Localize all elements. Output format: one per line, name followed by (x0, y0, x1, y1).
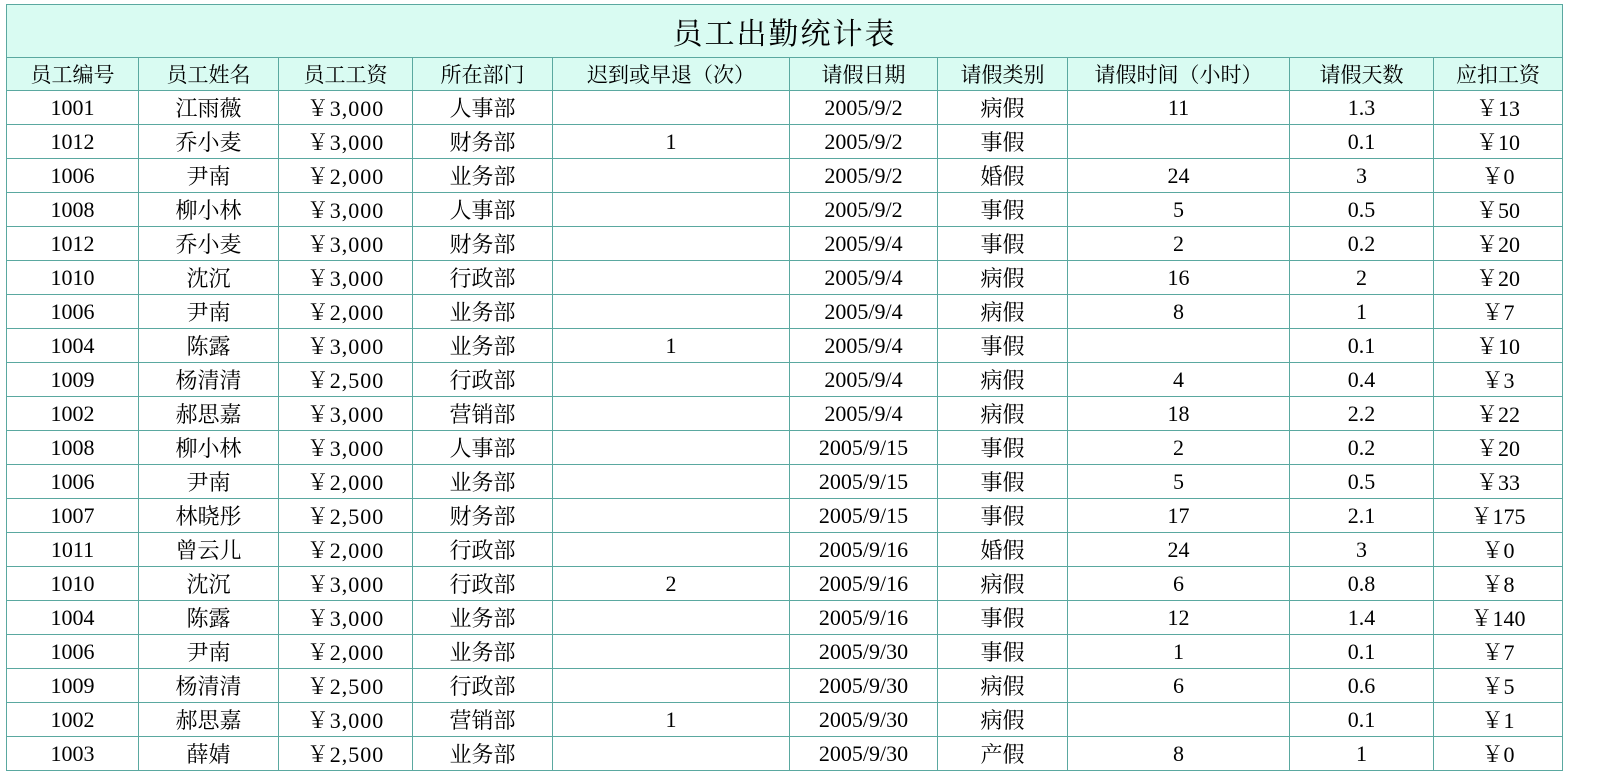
cell-leave-hours: 24 (1068, 159, 1290, 193)
cell-department: 行政部 (413, 363, 553, 397)
cell-employee-id: 1009 (7, 363, 139, 397)
cell-employee-id: 1001 (7, 91, 139, 125)
cell-department: 营销部 (413, 703, 553, 737)
cell-employee-id: 1012 (7, 125, 139, 159)
cell-leave-date: 2005/9/30 (790, 703, 938, 737)
attendance-table (6, 4, 1563, 771)
table-row (7, 363, 1563, 397)
table-row (7, 431, 1563, 465)
cell-late-or-early (553, 261, 790, 295)
cell-leave-date: 2005/9/15 (790, 431, 938, 465)
table-row (7, 295, 1563, 329)
cell-salary: ￥2,000 (279, 159, 413, 193)
cell-leave-type: 事假 (938, 499, 1068, 533)
cell-leave-hours: 18 (1068, 397, 1290, 431)
cell-leave-type: 病假 (938, 703, 1068, 737)
cell-salary: ￥2,000 (279, 465, 413, 499)
cell-leave-date: 2005/9/30 (790, 737, 938, 771)
cell-deduction: ￥0 (1434, 737, 1563, 771)
table-row (7, 703, 1563, 737)
cell-employee-name: 尹南 (139, 295, 279, 329)
cell-department: 财务部 (413, 227, 553, 261)
cell-deduction: ￥5 (1434, 669, 1563, 703)
cell-employee-id: 1006 (7, 465, 139, 499)
cell-leave-days: 2.1 (1290, 499, 1434, 533)
cell-department: 业务部 (413, 159, 553, 193)
cell-leave-type: 病假 (938, 261, 1068, 295)
cell-employee-name: 柳小林 (139, 193, 279, 227)
cell-salary: ￥3,000 (279, 227, 413, 261)
cell-leave-date: 2005/9/16 (790, 533, 938, 567)
column-header-leave-date: 请假日期 (790, 58, 938, 91)
cell-employee-name: 陈露 (139, 329, 279, 363)
cell-deduction: ￥0 (1434, 159, 1563, 193)
cell-leave-type: 事假 (938, 125, 1068, 159)
cell-employee-name: 尹南 (139, 465, 279, 499)
cell-leave-days: 0.5 (1290, 193, 1434, 227)
cell-leave-date: 2005/9/2 (790, 159, 938, 193)
cell-late-or-early (553, 533, 790, 567)
cell-leave-date: 2005/9/4 (790, 295, 938, 329)
cell-deduction: ￥175 (1434, 499, 1563, 533)
cell-leave-type: 事假 (938, 329, 1068, 363)
cell-late-or-early (553, 669, 790, 703)
cell-leave-type: 病假 (938, 397, 1068, 431)
cell-department: 行政部 (413, 261, 553, 295)
cell-leave-date: 2005/9/4 (790, 261, 938, 295)
cell-deduction: ￥50 (1434, 193, 1563, 227)
cell-leave-type: 病假 (938, 91, 1068, 125)
table-row (7, 465, 1563, 499)
column-header-leave-hours: 请假时间（小时） (1068, 58, 1290, 91)
cell-leave-date: 2005/9/30 (790, 635, 938, 669)
table-row (7, 635, 1563, 669)
cell-leave-hours: 17 (1068, 499, 1290, 533)
cell-department: 业务部 (413, 635, 553, 669)
cell-salary: ￥3,000 (279, 193, 413, 227)
cell-department: 行政部 (413, 567, 553, 601)
cell-leave-date: 2005/9/2 (790, 91, 938, 125)
cell-leave-days: 3 (1290, 533, 1434, 567)
cell-leave-type: 事假 (938, 601, 1068, 635)
cell-late-or-early (553, 601, 790, 635)
cell-employee-id: 1007 (7, 499, 139, 533)
cell-late-or-early (553, 737, 790, 771)
table-header-row (7, 58, 1563, 91)
cell-employee-name: 郝思嘉 (139, 703, 279, 737)
cell-leave-type: 事假 (938, 227, 1068, 261)
cell-department: 行政部 (413, 669, 553, 703)
table-row (7, 261, 1563, 295)
table-body (7, 5, 1563, 771)
cell-leave-date: 2005/9/2 (790, 125, 938, 159)
cell-leave-type: 病假 (938, 567, 1068, 601)
cell-employee-name: 杨清清 (139, 363, 279, 397)
cell-leave-days: 0.1 (1290, 329, 1434, 363)
cell-leave-type: 事假 (938, 635, 1068, 669)
cell-leave-date: 2005/9/30 (790, 669, 938, 703)
cell-leave-hours (1068, 703, 1290, 737)
cell-salary: ￥3,000 (279, 125, 413, 159)
cell-deduction: ￥22 (1434, 397, 1563, 431)
cell-employee-name: 薛婧 (139, 737, 279, 771)
cell-salary: ￥2,000 (279, 635, 413, 669)
cell-leave-days: 0.6 (1290, 669, 1434, 703)
cell-salary: ￥3,000 (279, 329, 413, 363)
cell-employee-name: 陈露 (139, 601, 279, 635)
cell-leave-type: 病假 (938, 363, 1068, 397)
cell-leave-type: 婚假 (938, 159, 1068, 193)
title-row (7, 5, 1563, 58)
cell-employee-id: 1006 (7, 295, 139, 329)
cell-leave-type: 事假 (938, 465, 1068, 499)
cell-deduction: ￥7 (1434, 635, 1563, 669)
cell-employee-id: 1011 (7, 533, 139, 567)
cell-salary: ￥2,500 (279, 737, 413, 771)
cell-salary: ￥3,000 (279, 703, 413, 737)
cell-deduction: ￥1 (1434, 703, 1563, 737)
table-row (7, 737, 1563, 771)
cell-employee-name: 郝思嘉 (139, 397, 279, 431)
cell-late-or-early (553, 193, 790, 227)
cell-leave-days: 0.2 (1290, 227, 1434, 261)
cell-deduction: ￥10 (1434, 125, 1563, 159)
cell-leave-days: 3 (1290, 159, 1434, 193)
column-header-employee-name: 员工姓名 (139, 58, 279, 91)
cell-employee-id: 1010 (7, 261, 139, 295)
column-header-salary: 员工工资 (279, 58, 413, 91)
cell-leave-days: 0.2 (1290, 431, 1434, 465)
cell-leave-date: 2005/9/4 (790, 363, 938, 397)
cell-department: 业务部 (413, 737, 553, 771)
cell-department: 业务部 (413, 329, 553, 363)
cell-leave-hours: 11 (1068, 91, 1290, 125)
cell-deduction: ￥20 (1434, 431, 1563, 465)
cell-department: 财务部 (413, 499, 553, 533)
cell-salary: ￥2,500 (279, 499, 413, 533)
cell-salary: ￥2,500 (279, 363, 413, 397)
spreadsheet-area (6, 4, 1562, 771)
cell-deduction: ￥10 (1434, 329, 1563, 363)
cell-employee-id: 1010 (7, 567, 139, 601)
cell-salary: ￥3,000 (279, 431, 413, 465)
cell-employee-name: 柳小林 (139, 431, 279, 465)
cell-salary: ￥2,000 (279, 295, 413, 329)
table-row (7, 329, 1563, 363)
cell-leave-hours: 1 (1068, 635, 1290, 669)
cell-employee-id: 1008 (7, 193, 139, 227)
cell-deduction: ￥33 (1434, 465, 1563, 499)
cell-leave-date: 2005/9/4 (790, 329, 938, 363)
cell-leave-type: 病假 (938, 669, 1068, 703)
table-row (7, 159, 1563, 193)
cell-late-or-early (553, 635, 790, 669)
cell-salary: ￥2,500 (279, 669, 413, 703)
cell-salary: ￥2,000 (279, 533, 413, 567)
cell-leave-days: 0.1 (1290, 703, 1434, 737)
cell-leave-type: 事假 (938, 431, 1068, 465)
table-row (7, 193, 1563, 227)
cell-department: 营销部 (413, 397, 553, 431)
cell-leave-date: 2005/9/16 (790, 567, 938, 601)
cell-leave-days: 0.1 (1290, 125, 1434, 159)
cell-employee-id: 1009 (7, 669, 139, 703)
cell-late-or-early (553, 499, 790, 533)
cell-department: 人事部 (413, 91, 553, 125)
cell-late-or-early (553, 227, 790, 261)
cell-employee-id: 1004 (7, 601, 139, 635)
cell-leave-days: 1.4 (1290, 601, 1434, 635)
cell-leave-days: 1.3 (1290, 91, 1434, 125)
cell-leave-days: 0.5 (1290, 465, 1434, 499)
column-header-employee-id: 员工编号 (7, 58, 139, 91)
cell-late-or-early (553, 397, 790, 431)
cell-leave-type: 婚假 (938, 533, 1068, 567)
cell-employee-name: 尹南 (139, 159, 279, 193)
cell-late-or-early (553, 91, 790, 125)
cell-department: 业务部 (413, 465, 553, 499)
cell-leave-hours: 6 (1068, 669, 1290, 703)
cell-salary: ￥3,000 (279, 601, 413, 635)
table-row (7, 125, 1563, 159)
table-row (7, 567, 1563, 601)
cell-late-or-early (553, 159, 790, 193)
cell-leave-days: 0.8 (1290, 567, 1434, 601)
cell-leave-hours: 5 (1068, 465, 1290, 499)
cell-employee-name: 沈沉 (139, 261, 279, 295)
cell-leave-hours: 8 (1068, 737, 1290, 771)
cell-employee-id: 1004 (7, 329, 139, 363)
cell-department: 业务部 (413, 295, 553, 329)
cell-employee-id: 1003 (7, 737, 139, 771)
cell-employee-id: 1008 (7, 431, 139, 465)
cell-employee-name: 尹南 (139, 635, 279, 669)
cell-deduction: ￥20 (1434, 261, 1563, 295)
cell-deduction: ￥0 (1434, 533, 1563, 567)
cell-leave-days: 1 (1290, 737, 1434, 771)
cell-department: 财务部 (413, 125, 553, 159)
column-header-deduction: 应扣工资 (1434, 58, 1563, 91)
cell-leave-type: 产假 (938, 737, 1068, 771)
cell-salary: ￥3,000 (279, 567, 413, 601)
table-row (7, 601, 1563, 635)
cell-department: 人事部 (413, 193, 553, 227)
cell-leave-days: 0.4 (1290, 363, 1434, 397)
cell-late-or-early: 1 (553, 329, 790, 363)
cell-leave-type: 事假 (938, 193, 1068, 227)
table-row (7, 499, 1563, 533)
column-header-department: 所在部门 (413, 58, 553, 91)
cell-employee-id: 1002 (7, 703, 139, 737)
cell-leave-hours (1068, 329, 1290, 363)
cell-late-or-early (553, 295, 790, 329)
cell-salary: ￥3,000 (279, 91, 413, 125)
cell-leave-hours: 2 (1068, 227, 1290, 261)
cell-salary: ￥3,000 (279, 397, 413, 431)
cell-leave-date: 2005/9/4 (790, 397, 938, 431)
cell-employee-id: 1012 (7, 227, 139, 261)
cell-employee-name: 乔小麦 (139, 125, 279, 159)
cell-employee-name: 林晓彤 (139, 499, 279, 533)
cell-late-or-early: 1 (553, 125, 790, 159)
table-row (7, 533, 1563, 567)
page-title: 员工出勤统计表 (7, 5, 1563, 58)
cell-leave-hours: 5 (1068, 193, 1290, 227)
cell-employee-name: 沈沉 (139, 567, 279, 601)
cell-deduction: ￥20 (1434, 227, 1563, 261)
table-row (7, 91, 1563, 125)
cell-late-or-early (553, 465, 790, 499)
cell-leave-hours: 12 (1068, 601, 1290, 635)
cell-department: 行政部 (413, 533, 553, 567)
cell-leave-days: 1 (1290, 295, 1434, 329)
cell-late-or-early (553, 363, 790, 397)
cell-deduction: ￥13 (1434, 91, 1563, 125)
cell-leave-hours: 4 (1068, 363, 1290, 397)
cell-employee-name: 乔小麦 (139, 227, 279, 261)
cell-leave-date: 2005/9/15 (790, 465, 938, 499)
cell-leave-date: 2005/9/4 (790, 227, 938, 261)
cell-leave-type: 病假 (938, 295, 1068, 329)
cell-deduction: ￥140 (1434, 601, 1563, 635)
table-row (7, 227, 1563, 261)
cell-leave-days: 0.1 (1290, 635, 1434, 669)
cell-employee-name: 江雨薇 (139, 91, 279, 125)
cell-leave-hours: 24 (1068, 533, 1290, 567)
cell-leave-date: 2005/9/16 (790, 601, 938, 635)
cell-leave-hours: 6 (1068, 567, 1290, 601)
cell-leave-hours (1068, 125, 1290, 159)
cell-deduction: ￥8 (1434, 567, 1563, 601)
cell-employee-id: 1006 (7, 159, 139, 193)
column-header-leave-type: 请假类别 (938, 58, 1068, 91)
column-header-late-or-early: 迟到或早退（次） (553, 58, 790, 91)
cell-late-or-early: 2 (553, 567, 790, 601)
cell-late-or-early: 1 (553, 703, 790, 737)
cell-leave-date: 2005/9/15 (790, 499, 938, 533)
cell-deduction: ￥3 (1434, 363, 1563, 397)
cell-leave-hours: 8 (1068, 295, 1290, 329)
cell-employee-name: 曾云儿 (139, 533, 279, 567)
cell-employee-id: 1006 (7, 635, 139, 669)
cell-department: 人事部 (413, 431, 553, 465)
cell-employee-name: 杨清清 (139, 669, 279, 703)
cell-leave-hours: 2 (1068, 431, 1290, 465)
cell-leave-hours: 16 (1068, 261, 1290, 295)
cell-leave-days: 2.2 (1290, 397, 1434, 431)
cell-salary: ￥3,000 (279, 261, 413, 295)
table-row (7, 397, 1563, 431)
cell-leave-days: 2 (1290, 261, 1434, 295)
cell-leave-date: 2005/9/2 (790, 193, 938, 227)
table-row (7, 669, 1563, 703)
cell-late-or-early (553, 431, 790, 465)
cell-department: 业务部 (413, 601, 553, 635)
column-header-leave-days: 请假天数 (1290, 58, 1434, 91)
cell-deduction: ￥7 (1434, 295, 1563, 329)
cell-employee-id: 1002 (7, 397, 139, 431)
